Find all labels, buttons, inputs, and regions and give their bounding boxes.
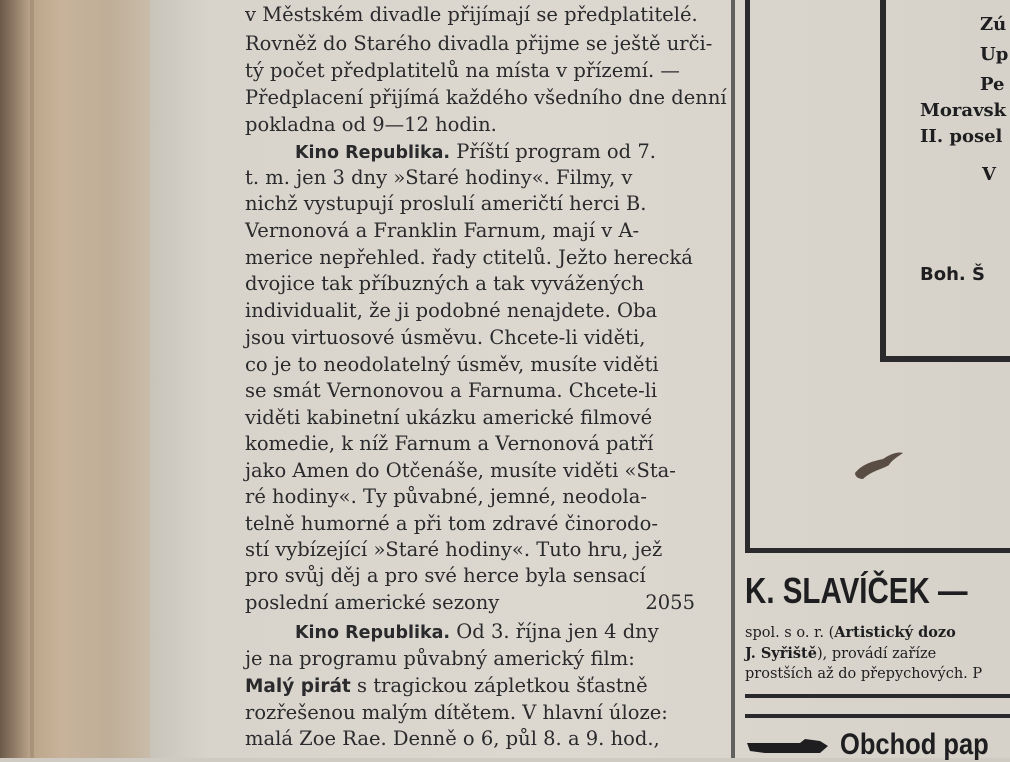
kino1-title: Kino Republika. [295, 143, 451, 163]
slavicek-heading: K. SLAVÍČEK — [745, 570, 968, 611]
kino1-line: co je to neodolatelný úsměv, musíte viděti [245, 353, 659, 376]
kino1-line: merice nepřehled. řady ctitelů. Ježto herecká [245, 246, 693, 269]
slavicek-line2-bold: J. Syřiště [745, 645, 817, 662]
ad-fragment: Zú [980, 14, 1007, 35]
ad-fragment: Boh. Š [920, 264, 985, 285]
ad-fragment: II. posel [920, 126, 1003, 147]
kino1-line: dvojice tak příbuzných a tak vyvážených [245, 272, 645, 295]
kino1-line: jako Amen do Otčenáše, musíte viděti «Sta- [245, 459, 676, 482]
kino2-film-line [245, 673, 720, 699]
column-divider [731, 0, 735, 758]
kino1-first-rest: Příští program od 7. [456, 140, 656, 163]
ad-fragment: V [982, 164, 996, 185]
slavicek-line2-rest: ), provádí zaříze [816, 646, 937, 662]
ad-fragment: Moravsk [920, 100, 1007, 121]
ink-blot-icon [853, 443, 905, 481]
kino1-line: t. m. jen 3 dny »Staré hodiny«. Filmy, v [245, 166, 633, 189]
kino1-first-line [295, 139, 720, 165]
kino1-line: komedie, k níž Farnum a Vernonová patří [245, 432, 654, 455]
kino2-film-title: Malý pirát [245, 676, 351, 697]
kino1-last-line [245, 590, 720, 616]
slavicek-line [745, 624, 956, 641]
kino1-line: Vernonová a Franklin Farnum, mají v A- [245, 219, 640, 242]
obchod-heading: Obchod pap [840, 728, 989, 761]
ad-rule [745, 694, 1010, 698]
slavicek-line [745, 645, 936, 662]
book-spine [0, 0, 175, 758]
ad-fragment: Pe [980, 74, 1005, 95]
article-line: Předplacení přijímá každého všedního dne denní [245, 86, 727, 109]
kino1-line: stí vybízející »Staré hodiny«. Tuto hru, jež [245, 538, 663, 561]
article-line: v Městském divadle přijímají se předplatitelé. [245, 3, 698, 26]
slavicek-line: prostších až do přepychových. P [745, 666, 983, 682]
ad-rule [745, 714, 1010, 718]
slavicek-line1-bold: Artistický dozo [834, 624, 956, 641]
kino1-line: jsou virtuosové úsměvu. Chcete-li viděti, [245, 326, 646, 349]
kino2-first-line [295, 619, 720, 645]
article-column [245, 0, 727, 758]
pointing-hand-icon [745, 735, 830, 757]
kino1-number: 2055 [645, 591, 695, 614]
ads-column [740, 0, 1010, 761]
kino1-line: telně humorné a při tom zdravé činorodo- [245, 512, 658, 535]
kino1-line: viděti kabinetní ukázku americké filmové [245, 406, 653, 429]
article-line: pokladna od 9—12 hodin. [245, 113, 497, 136]
kino1-line: ré hodiny«. Ty půvabné, jemné, neodola- [245, 485, 647, 508]
kino2-first-rest: Od 3. října jen 4 dny [456, 620, 659, 643]
kino2-line: rozřešenou malým dítětem. V hlavní úloze: [245, 701, 668, 724]
ad-fragment: Up [980, 44, 1009, 65]
kino1-last-text: poslední americké sezony [245, 591, 500, 614]
kino2-film-rest: s tragickou zápletkou šťastně [356, 674, 648, 697]
kino1-line: nichž vystupují proslulí američtí herci B. [245, 192, 647, 215]
slavicek-line1-pre: spol. s o. r. ( [745, 625, 835, 641]
article-line: Rovněž do Starého divadla přijme se ještě urči- [245, 32, 713, 55]
article-line: tý počet předplatitelů na místa v přízemí. — [245, 59, 680, 82]
kino2-line: malá Zoe Rae. Denně o 6, půl 8. a 9. hod., [245, 727, 660, 750]
kino2-line: je na programu půvabný americký film: [245, 647, 635, 670]
kino2-title: Kino Republika. [295, 623, 451, 643]
kino1-line: se smát Vernonovou a Farnuma. Chcete-li [245, 379, 658, 402]
kino1-line: individualit, že ji podobné nenajdete. Oba [245, 299, 658, 322]
kino1-line: pro svůj děj a pro své herce byla sensací [245, 564, 646, 587]
spine-edge [30, 0, 34, 758]
